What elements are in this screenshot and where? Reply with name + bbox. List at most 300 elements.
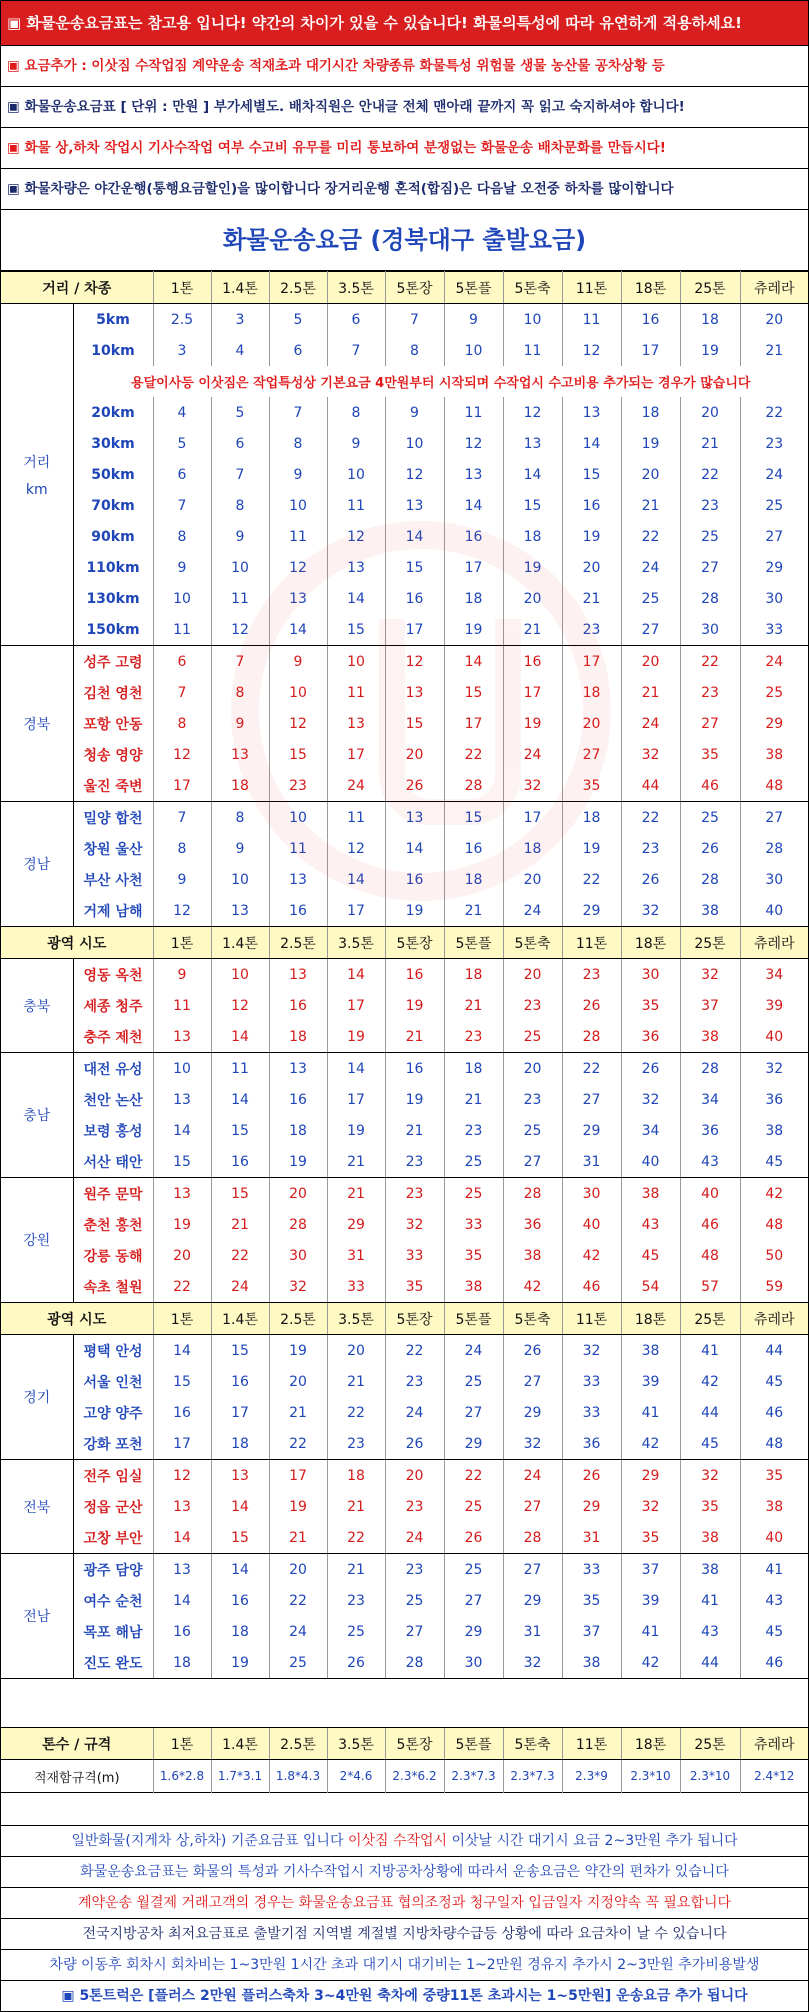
row-label: 서산 태안 xyxy=(73,1146,153,1178)
rate-cell: 22 xyxy=(269,1585,327,1616)
page-title: 화물운송요금 (경북대구 출발요금) xyxy=(1,210,808,271)
rate-cell: 33 xyxy=(562,1366,621,1397)
rate-cell: 27 xyxy=(444,1397,503,1428)
rate-cell: 23 xyxy=(385,1554,444,1586)
rate-cell: 12 xyxy=(327,521,385,552)
rate-cell: 34 xyxy=(680,1084,740,1115)
notice-unit: ▣ 화물운송요금표 [ 단위 : 만원 ] 부가세별도. 배차직원은 안내글 전체 맨아래 끝까지 꼭 읽고 숙지하셔야 합니다! xyxy=(1,87,808,128)
rate-cell: 15 xyxy=(562,459,621,490)
rate-cell: 45 xyxy=(740,1146,808,1178)
rate-cell: 18 xyxy=(680,304,740,336)
rate-cell: 35 xyxy=(385,1271,444,1303)
rate-cell: 15 xyxy=(444,677,503,708)
rate-cell: 11 xyxy=(269,833,327,864)
rate-cell: 25 xyxy=(680,521,740,552)
rate-cell: 10 xyxy=(503,304,562,336)
spec-cell: 2.3*7.3 xyxy=(444,1760,503,1793)
rate-cell: 14 xyxy=(153,1115,211,1146)
rate-cell: 9 xyxy=(211,521,269,552)
header-cell: 1톤 xyxy=(153,1303,211,1335)
rate-cell: 17 xyxy=(327,1084,385,1115)
header-cell: 5톤장 xyxy=(385,272,444,304)
rate-cell: 21 xyxy=(444,895,503,927)
rate-cell: 17 xyxy=(385,614,444,646)
rate-cell: 24 xyxy=(503,1460,562,1492)
rate-cell: 25 xyxy=(503,1115,562,1146)
rate-cell: 27 xyxy=(503,1554,562,1586)
rate-cell: 12 xyxy=(385,459,444,490)
rate-cell: 24 xyxy=(621,552,680,583)
rate-cell: 40 xyxy=(740,1021,808,1053)
rate-cell: 18 xyxy=(444,1053,503,1085)
rate-cell: 19 xyxy=(444,614,503,646)
table-row xyxy=(1,990,808,1021)
rate-cell: 48 xyxy=(680,1240,740,1271)
rate-cell: 20 xyxy=(269,1178,327,1210)
rate-cell: 8 xyxy=(211,490,269,521)
rate-cell: 21 xyxy=(211,1209,269,1240)
rate-cell: 7 xyxy=(211,646,269,678)
row-label: 30km xyxy=(73,428,153,459)
rate-cell: 27 xyxy=(680,708,740,739)
row-label: 130km xyxy=(73,583,153,614)
rate-cell: 29 xyxy=(444,1428,503,1460)
rate-cell: 32 xyxy=(680,1460,740,1492)
table-row xyxy=(1,1240,808,1271)
rate-cell: 13 xyxy=(562,397,621,428)
rate-cell: 40 xyxy=(562,1209,621,1240)
table-row xyxy=(1,739,808,770)
rate-cell: 26 xyxy=(562,1460,621,1492)
footer-line-2: 화물운송요금표는 화물의 특성과 기사수작업시 지방공차상황에 따라서 운송요금은 약간의 편차가 있습니다 xyxy=(1,1857,808,1888)
row-label: 90km xyxy=(73,521,153,552)
rate-cell: 20 xyxy=(385,1460,444,1492)
rate-cell: 14 xyxy=(211,1021,269,1053)
rate-cell: 13 xyxy=(269,864,327,895)
spec-row xyxy=(1,1760,808,1793)
rate-cell: 10 xyxy=(269,802,327,834)
rate-cell: 15 xyxy=(503,490,562,521)
rate-cell: 23 xyxy=(269,770,327,802)
row-label: 평택 안성 xyxy=(73,1335,153,1367)
rate-cell: 41 xyxy=(680,1335,740,1367)
table-row xyxy=(1,1397,808,1428)
rate-cell: 22 xyxy=(444,1460,503,1492)
rate-cell: 43 xyxy=(680,1616,740,1647)
rate-cell: 20 xyxy=(562,552,621,583)
rate-cell: 28 xyxy=(503,1522,562,1554)
rate-cell: 5 xyxy=(153,428,211,459)
rate-cell: 14 xyxy=(153,1522,211,1554)
rate-cell: 19 xyxy=(503,552,562,583)
rate-cell: 10 xyxy=(153,1053,211,1085)
rate-cell: 36 xyxy=(562,1428,621,1460)
rate-cell: 22 xyxy=(444,739,503,770)
rate-cell: 32 xyxy=(765,1060,784,1077)
rate-cell: 27 xyxy=(765,809,784,826)
rate-cell: 18 xyxy=(153,1647,211,1679)
spec-cell: 2*4.6 xyxy=(327,1760,385,1793)
rate-cell: 17 xyxy=(562,646,621,678)
rate-cell: 38 xyxy=(621,1178,680,1210)
header-cell: 25톤 xyxy=(680,1303,740,1335)
rate-cell: 41 xyxy=(621,1397,680,1428)
rate-cell: 24 xyxy=(269,1616,327,1647)
rate-cell: 11 xyxy=(444,397,503,428)
rate-cell: 8 xyxy=(327,397,385,428)
rate-cell: 25 xyxy=(444,1178,503,1210)
rate-cell: 19 xyxy=(211,1647,269,1679)
row-label: 70km xyxy=(73,490,153,521)
rate-cell: 28 xyxy=(680,1053,740,1085)
header-cell: 츄레라 xyxy=(740,272,808,304)
rate-cell: 19 xyxy=(327,1115,385,1146)
rate-cell: 15 xyxy=(269,739,327,770)
rate-cell: 13 xyxy=(444,459,503,490)
rate-cell: 15 xyxy=(327,614,385,646)
rate-cell: 11 xyxy=(327,677,385,708)
rate-cell: 42 xyxy=(680,1366,740,1397)
row-label: 영동 옥천 xyxy=(73,959,153,991)
rate-cell: 14 xyxy=(327,864,385,895)
rate-cell: 19 xyxy=(385,990,444,1021)
rate-cell: 16 xyxy=(385,864,444,895)
rate-cell: 38 xyxy=(503,1240,562,1271)
rate-cell: 8 xyxy=(269,428,327,459)
rate-cell: 16 xyxy=(211,1585,269,1616)
rate-cell: 20 xyxy=(621,459,680,490)
rate-table xyxy=(1,271,808,1826)
rate-cell: 40 xyxy=(740,1522,808,1554)
header-cell: 11톤 xyxy=(562,927,621,959)
rate-cell: 11 xyxy=(153,614,211,646)
rate-cell: 16 xyxy=(621,304,680,336)
rate-cell: 29 xyxy=(562,1115,621,1146)
table-row xyxy=(1,1146,808,1178)
rate-cell: 24 xyxy=(621,708,680,739)
rate-cell: 12 xyxy=(269,708,327,739)
rate-cell: 13 xyxy=(269,583,327,614)
table-row xyxy=(1,1366,808,1397)
footer-line-5: 차량 이동후 회차시 회차비는 1~3만원 1시간 초과 대기시 대기비는 1~2만원 경유지 추가시 2~3만원 추가비용발생 xyxy=(1,1950,808,1981)
table-row xyxy=(1,708,808,739)
table-row xyxy=(1,304,808,336)
rate-cell: 26 xyxy=(503,1335,562,1367)
table-row xyxy=(1,397,808,428)
header-cell: 18톤 xyxy=(621,272,680,304)
rate-cell: 35 xyxy=(765,1467,784,1484)
rate-cell: 9 xyxy=(153,552,211,583)
rate-cell: 21 xyxy=(621,677,680,708)
rate-cell: 22 xyxy=(680,646,740,678)
rate-cell: 23 xyxy=(444,1115,503,1146)
rate-cell: 33 xyxy=(562,1397,621,1428)
rate-cell: 42 xyxy=(503,1271,562,1303)
rate-cell: 14 xyxy=(153,1585,211,1616)
rate-cell: 17 xyxy=(503,677,562,708)
rate-cell: 17 xyxy=(269,1460,327,1492)
rate-cell: 23 xyxy=(680,490,740,521)
rate-cell: 6 xyxy=(327,304,385,336)
rate-cell: 27 xyxy=(503,1366,562,1397)
rate-cell: 57 xyxy=(680,1271,740,1303)
rate-cell: 16 xyxy=(211,1366,269,1397)
rate-cell: 38 xyxy=(680,895,740,927)
rate-cell: 11 xyxy=(211,1053,269,1085)
table-row xyxy=(1,1021,808,1053)
rate-cell: 38 xyxy=(621,1335,680,1367)
header-cell: 1.4톤 xyxy=(211,927,269,959)
table-row xyxy=(1,646,808,678)
rate-cell: 6 xyxy=(153,646,211,678)
rate-cell: 14 xyxy=(385,833,444,864)
rate-cell: 22 xyxy=(621,521,680,552)
rate-cell: 31 xyxy=(562,1146,621,1178)
rate-cell: 44 xyxy=(680,1647,740,1679)
rate-cell: 16 xyxy=(385,583,444,614)
rate-cell: 28 xyxy=(680,583,740,614)
table-row xyxy=(1,583,808,614)
row-label: 서울 인천 xyxy=(73,1366,153,1397)
rate-cell: 28 xyxy=(269,1209,327,1240)
table-row xyxy=(1,1053,808,1085)
rate-cell: 19 xyxy=(680,335,740,366)
spec-cell: 1.8*4.3 xyxy=(269,1760,327,1793)
rate-cell: 10 xyxy=(327,646,385,678)
rate-cell: 23 xyxy=(385,1146,444,1178)
table-row xyxy=(1,677,808,708)
table-row xyxy=(1,1522,808,1554)
rate-cell: 27 xyxy=(765,528,784,545)
rate-cell: 21 xyxy=(444,990,503,1021)
rate-cell: 25 xyxy=(385,1585,444,1616)
notice-reference: ▣ 화물운송요금표는 참고용 입니다! 약간의 차이가 있을 수 있습니다! 화물의특성에 따라 유연하게 적용하세요! xyxy=(1,1,808,46)
rate-cell: 22 xyxy=(327,1397,385,1428)
rate-cell: 5 xyxy=(211,397,269,428)
table-row xyxy=(1,895,808,927)
header-cell: 1톤 xyxy=(153,272,211,304)
rate-cell: 19 xyxy=(562,521,621,552)
rate-cell: 14 xyxy=(269,614,327,646)
rate-cell: 45 xyxy=(765,1373,784,1390)
table-row xyxy=(1,1428,808,1460)
rate-cell: 8 xyxy=(153,708,211,739)
rate-cell: 14 xyxy=(385,521,444,552)
rate-cell: 7 xyxy=(153,802,211,834)
header-cell: 18톤 xyxy=(621,927,680,959)
rate-cell: 18 xyxy=(269,1021,327,1053)
rate-cell: 28 xyxy=(444,770,503,802)
header-cell: 5톤축 xyxy=(503,927,562,959)
row-label: 고양 양주 xyxy=(73,1397,153,1428)
rate-cell: 22 xyxy=(385,1335,444,1367)
rate-cell: 35 xyxy=(562,1585,621,1616)
header-cell: 츄레라 xyxy=(740,1303,808,1335)
rate-cell: 21 xyxy=(385,1021,444,1053)
header-cell: 11톤 xyxy=(562,1303,621,1335)
rate-cell: 12 xyxy=(153,739,211,770)
table-row xyxy=(1,833,808,864)
row-label: 충주 제천 xyxy=(73,1021,153,1053)
rate-cell: 17 xyxy=(503,802,562,834)
rate-cell: 6 xyxy=(269,335,327,366)
rate-cell: 18 xyxy=(562,677,621,708)
rate-cell: 42 xyxy=(562,1240,621,1271)
table-row xyxy=(1,802,808,834)
rate-cell: 23 xyxy=(680,677,740,708)
row-label: 포항 안동 xyxy=(73,708,153,739)
rate-cell: 10 xyxy=(211,864,269,895)
header-cell: 11톤 xyxy=(562,1728,621,1760)
rate-cell: 22 xyxy=(327,1522,385,1554)
row-label: 5km xyxy=(73,304,153,336)
rate-cell: 10 xyxy=(327,459,385,490)
spec-label: 적재함규격(m) xyxy=(1,1760,153,1793)
rate-cell: 46 xyxy=(562,1271,621,1303)
rate-cell: 18 xyxy=(444,864,503,895)
rate-cell: 18 xyxy=(503,833,562,864)
rate-cell: 13 xyxy=(327,708,385,739)
header-row-distance xyxy=(1,272,808,304)
table-row xyxy=(1,864,808,895)
rate-cell: 14 xyxy=(562,428,621,459)
rate-cell: 25 xyxy=(503,1021,562,1053)
rate-cell: 13 xyxy=(385,677,444,708)
rate-cell: 16 xyxy=(153,1616,211,1647)
rate-cell: 21 xyxy=(444,1084,503,1115)
rate-cell: 59 xyxy=(740,1271,808,1303)
rate-cell: 27 xyxy=(385,1616,444,1647)
header-cell: 3.5톤 xyxy=(327,927,385,959)
rate-cell: 20 xyxy=(153,1240,211,1271)
rate-cell: 46 xyxy=(680,770,740,802)
rate-cell: 7 xyxy=(211,459,269,490)
rate-cell: 29 xyxy=(765,559,784,576)
rate-cell: 32 xyxy=(385,1209,444,1240)
rate-cell: 11 xyxy=(327,802,385,834)
rate-cell: 46 xyxy=(740,1647,808,1679)
spec-cell: 2.3*10 xyxy=(680,1760,740,1793)
rate-cell: 13 xyxy=(385,490,444,521)
header-cell: 5톤축 xyxy=(503,1728,562,1760)
rate-cell: 22 xyxy=(269,1428,327,1460)
rate-cell: 25 xyxy=(621,583,680,614)
rate-cell: 27 xyxy=(503,1491,562,1522)
rate-cell: 38 xyxy=(680,1554,740,1586)
rate-cell: 9 xyxy=(444,304,503,336)
rate-cell: 17 xyxy=(444,708,503,739)
rate-cell: 8 xyxy=(211,802,269,834)
rate-cell: 24 xyxy=(765,466,784,483)
rate-cell: 9 xyxy=(211,833,269,864)
row-label: 강릉 동해 xyxy=(73,1240,153,1271)
rate-cell: 22 xyxy=(680,459,740,490)
row-label: 10km xyxy=(73,335,153,366)
table-row xyxy=(1,1084,808,1115)
rate-cell: 45 xyxy=(765,1623,784,1640)
rate-cell: 13 xyxy=(153,1021,211,1053)
rate-cell: 29 xyxy=(621,1460,680,1492)
rate-cell: 12 xyxy=(269,552,327,583)
rate-cell: 13 xyxy=(211,1460,269,1492)
table-row xyxy=(1,1647,808,1679)
rate-cell: 17 xyxy=(327,739,385,770)
rate-cell: 19 xyxy=(153,1209,211,1240)
rate-cell: 40 xyxy=(740,895,808,927)
footer-line-4: 전국지방공차 최저요금표로 출발기점 지역별 계절별 지방차량수급등 상황에 따라 요금차이 날 수 있습니다 xyxy=(1,1919,808,1950)
moving-note-row xyxy=(1,366,808,397)
spec-cell: 2.3*7.3 xyxy=(503,1760,562,1793)
rate-cell: 9 xyxy=(153,959,211,991)
row-label: 20km xyxy=(73,397,153,428)
rate-cell: 20 xyxy=(385,739,444,770)
region-label: 전북 xyxy=(1,1460,73,1554)
rate-cell: 25 xyxy=(765,684,784,701)
rate-cell: 24 xyxy=(503,739,562,770)
rate-cell: 16 xyxy=(562,490,621,521)
header-cell: 1톤 xyxy=(153,1728,211,1760)
header-cell: 2.5톤 xyxy=(269,927,327,959)
rate-cell: 31 xyxy=(327,1240,385,1271)
row-label: 고창 부안 xyxy=(73,1522,153,1554)
header-cell: 18톤 xyxy=(621,1728,680,1760)
rate-cell: 21 xyxy=(327,1366,385,1397)
spec-cell: 1.6*2.8 xyxy=(153,1760,211,1793)
header-cell: 5톤플 xyxy=(444,1728,503,1760)
rate-cell: 22 xyxy=(153,1271,211,1303)
notice-surcharge: ▣ 요금추가 : 이삿짐 수작업짐 계약운송 적재초과 대기시간 차량종류 화물특성 위험물 생물 농산물 공차상황 등 xyxy=(1,46,808,87)
rate-cell: 9 xyxy=(153,864,211,895)
rate-cell: 50 xyxy=(765,1247,784,1264)
rate-cell: 12 xyxy=(385,646,444,678)
rate-cell: 23 xyxy=(444,1021,503,1053)
rate-cell: 14 xyxy=(211,1554,269,1586)
rate-cell: 21 xyxy=(327,1178,385,1210)
rate-cell: 28 xyxy=(562,1021,621,1053)
rate-cell: 32 xyxy=(621,1491,680,1522)
rate-cell: 23 xyxy=(503,990,562,1021)
rate-cell: 35 xyxy=(680,739,740,770)
rate-cell: 10 xyxy=(211,959,269,991)
rate-cell: 46 xyxy=(680,1209,740,1240)
header-cell: 11톤 xyxy=(562,272,621,304)
rate-cell: 38 xyxy=(765,1122,784,1139)
rate-cell: 12 xyxy=(153,895,211,927)
rate-cell: 9 xyxy=(327,428,385,459)
footer-line-3: 계약운송 월결제 거래고객의 경우는 화물운송요금표 협의조정과 청구일자 입금일자 지정약속 꼭 필요합니다 xyxy=(1,1888,808,1919)
rate-cell: 27 xyxy=(444,1585,503,1616)
rate-cell: 41 xyxy=(621,1616,680,1647)
rate-cell: 5 xyxy=(269,304,327,336)
rate-cell: 29 xyxy=(503,1585,562,1616)
rate-cell: 16 xyxy=(269,990,327,1021)
region-label: 경남 xyxy=(1,802,73,927)
header-cell: 5톤축 xyxy=(503,272,562,304)
rate-cell: 41 xyxy=(680,1585,740,1616)
rate-cell: 39 xyxy=(621,1585,680,1616)
rate-cell: 13 xyxy=(153,1178,211,1210)
rate-cell: 32 xyxy=(503,1428,562,1460)
rate-cell: 43 xyxy=(680,1146,740,1178)
rate-cell: 26 xyxy=(562,990,621,1021)
rate-cell: 9 xyxy=(385,397,444,428)
rate-cell: 25 xyxy=(444,1491,503,1522)
row-label: 창원 울산 xyxy=(73,833,153,864)
rate-cell: 30 xyxy=(765,590,784,607)
table-row xyxy=(1,552,808,583)
rate-cell: 23 xyxy=(562,959,621,991)
rate-cell: 39 xyxy=(621,1366,680,1397)
